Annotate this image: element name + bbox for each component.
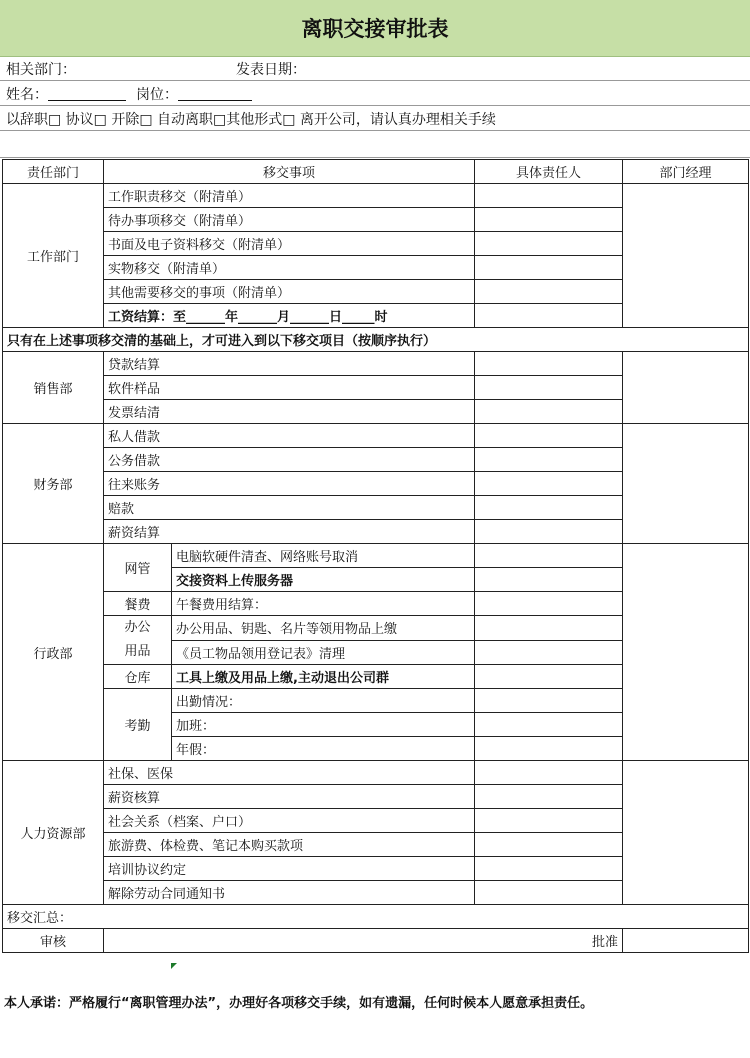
summary-label: 移交汇总： (3, 905, 749, 929)
person-cell[interactable] (475, 376, 623, 400)
person-cell[interactable] (475, 833, 623, 857)
review-label: 审核 (3, 929, 104, 953)
list-item: 解除劳动合同通知书 (104, 881, 475, 905)
list-item: 赔款 (104, 496, 475, 520)
person-cell[interactable] (475, 448, 623, 472)
person-cell[interactable] (475, 568, 623, 592)
list-item: 公务借款 (104, 448, 475, 472)
list-item: 交接资料上传服务器 (172, 568, 475, 592)
person-cell[interactable] (475, 256, 623, 280)
person-cell[interactable] (475, 809, 623, 833)
manager-cell[interactable] (623, 544, 749, 761)
list-item: 工作职责移交（附清单） (104, 184, 475, 208)
list-item: 《员工物品领用登记表》清理 (172, 640, 475, 665)
person-cell[interactable] (475, 689, 623, 713)
department-label: 相关部门： (6, 61, 76, 78)
person-cell[interactable] (475, 520, 623, 544)
sub-office-line1: 办公 (124, 620, 151, 635)
sub-warehouse: 仓库 (104, 665, 172, 689)
col-responsible-dept: 责任部门 (3, 160, 104, 184)
position-label: 岗位： (136, 86, 178, 103)
list-item: 社会关系（档案、户口） (104, 809, 475, 833)
name-label: 姓名： (6, 86, 48, 103)
person-cell[interactable] (475, 857, 623, 881)
approve-cell[interactable] (623, 929, 749, 953)
blank-row (0, 132, 750, 158)
dept-hr: 人力资源部 (3, 761, 104, 905)
person-cell[interactable] (475, 472, 623, 496)
table-row (3, 184, 749, 208)
commitment-text: 本人承诺：严格履行“离职管理办法”，办理好各项移交手续，如有遗漏，任何时候本人愿意承担责任。 (4, 996, 594, 1011)
list-item: 待办事项移交（附清单） (104, 208, 475, 232)
person-cell[interactable] (475, 544, 623, 568)
list-item: 午餐费用结算： (172, 592, 475, 616)
dept-finance: 财务部 (3, 424, 104, 544)
person-cell[interactable] (475, 616, 623, 641)
summary-row (3, 905, 749, 929)
person-cell[interactable] (475, 352, 623, 376)
person-cell[interactable] (475, 280, 623, 304)
person-cell[interactable] (475, 400, 623, 424)
sub-office-line2: 用品 (124, 644, 151, 659)
col-dept-manager: 部门经理 (623, 160, 749, 184)
manager-cell[interactable] (623, 424, 749, 544)
list-item: 加班： (172, 713, 475, 737)
cell-marker-icon (171, 963, 177, 969)
person-cell[interactable] (475, 184, 623, 208)
table-row (3, 424, 749, 448)
name-position-row (0, 82, 750, 106)
reason-text: 以辞职□ 协议□ 开除□ 自动离职□其他形式□ 离开公司，请认真办理相关手续 (6, 111, 496, 128)
list-item: 旅游费、体检费、笔记本购买款项 (104, 833, 475, 857)
list-item: 实物移交（附清单） (104, 256, 475, 280)
dept-work: 工作部门 (3, 184, 104, 328)
approval-row (3, 929, 749, 953)
name-blank[interactable] (48, 86, 126, 101)
person-cell[interactable] (475, 665, 623, 689)
list-item: 出勤情况： (172, 689, 475, 713)
list-item: 私人借款 (104, 424, 475, 448)
manager-cell[interactable] (623, 352, 749, 424)
sub-attendance: 考勤 (104, 689, 172, 761)
list-item: 往来账务 (104, 472, 475, 496)
list-item: 薪资核算 (104, 785, 475, 809)
person-cell[interactable] (475, 208, 623, 232)
list-item: 软件样品 (104, 376, 475, 400)
position-blank[interactable] (178, 86, 252, 101)
person-cell[interactable] (475, 232, 623, 256)
list-item: 社保、医保 (104, 761, 475, 785)
sub-office (104, 616, 172, 665)
list-item: 工具上缴及用品上缴,主动退出公司群 (172, 665, 475, 689)
person-cell[interactable] (475, 592, 623, 616)
person-cell[interactable] (475, 761, 623, 785)
sub-network: 网管 (104, 544, 172, 592)
list-item: 贷款结算 (104, 352, 475, 376)
table-row (3, 544, 749, 568)
list-item: 办公用品、钥匙、名片等领用物品上缴 (172, 616, 475, 641)
person-cell[interactable] (475, 496, 623, 520)
person-cell[interactable] (475, 737, 623, 761)
table-row (3, 761, 749, 785)
notice-text: 只有在上述事项移交清的基础上，才可进入到以下移交项目（按顺序执行） (3, 328, 749, 352)
list-item: 书面及电子资料移交（附清单） (104, 232, 475, 256)
list-item: 年假： (172, 737, 475, 761)
person-cell[interactable] (475, 713, 623, 737)
reason-row (0, 107, 750, 131)
list-item: 薪资结算 (104, 520, 475, 544)
form-title: 离职交接审批表 (0, 0, 750, 57)
person-cell[interactable] (475, 304, 623, 328)
person-cell[interactable] (475, 881, 623, 905)
person-cell[interactable] (475, 785, 623, 809)
dept-sales: 销售部 (3, 352, 104, 424)
list-item: 发票结清 (104, 400, 475, 424)
salary-settlement: 工资结算：至______年______月______日_____时 (104, 304, 475, 328)
table-row (3, 352, 749, 376)
col-person-in-charge: 具体责任人 (475, 160, 623, 184)
handover-table (2, 159, 749, 953)
person-cell[interactable] (475, 424, 623, 448)
approve-label: 批准 (104, 929, 623, 953)
sub-meal: 餐费 (104, 592, 172, 616)
header-row (3, 160, 749, 184)
date-label: 发表日期： (236, 61, 306, 78)
department-date-row (0, 57, 750, 81)
person-cell[interactable] (475, 640, 623, 665)
list-item: 其他需要移交的事项（附清单） (104, 280, 475, 304)
notice-row (3, 328, 749, 352)
dept-admin: 行政部 (3, 544, 104, 761)
manager-cell[interactable] (623, 761, 749, 905)
manager-cell[interactable] (623, 184, 749, 328)
list-item: 培训协议约定 (104, 857, 475, 881)
col-handover-items: 移交事项 (104, 160, 475, 184)
list-item: 电脑软硬件清查、网络账号取消 (172, 544, 475, 568)
